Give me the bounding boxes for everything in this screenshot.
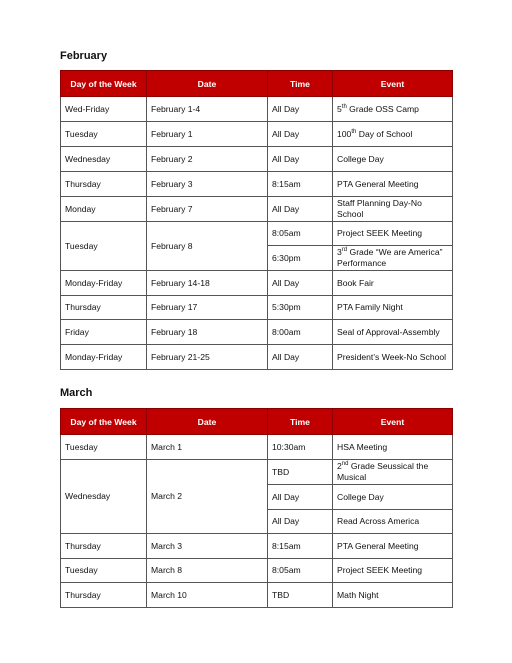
cell-event: PTA Family Night [333,296,453,320]
table-row [61,296,453,320]
cell-day: Thursday [61,583,147,608]
cell-date: February 8 [147,222,268,271]
cell-date: March 10 [147,583,268,608]
cell-time: All Day [268,122,333,147]
cell-day: Thursday [61,172,147,197]
cell-event: PTA General Meeting [333,534,453,559]
cell-time: 8:00am [268,320,333,345]
cell-event: Math Night [333,583,453,608]
cell-date: February 3 [147,172,268,197]
cell-day: Tuesday [61,222,147,271]
cell-event: Read Across America [333,510,453,534]
table-row [61,222,453,246]
cell-date: March 2 [147,460,268,534]
table-row [61,271,453,296]
cell-time: TBD [268,583,333,608]
cell-date: February 2 [147,147,268,172]
cell-time: All Day [268,485,333,510]
cell-date: February 21-25 [147,345,268,370]
cell-date: March 3 [147,534,268,559]
cell-date: February 17 [147,296,268,320]
cell-day: Wednesday [61,460,147,534]
cell-day: Wed-Friday [61,97,147,122]
cell-date: March 1 [147,435,268,460]
cell-day: Friday [61,320,147,345]
table-row [61,583,453,608]
header-date: Date [147,71,268,97]
table-row [61,559,453,583]
table-row [61,147,453,172]
cell-time: TBD [268,460,333,485]
cell-event: 3rd Grade “We are America” Performance [333,246,453,271]
cell-time: All Day [268,147,333,172]
table-row [61,435,453,460]
cell-time: 8:15am [268,534,333,559]
cell-time: All Day [268,271,333,296]
table-row [61,122,453,147]
cell-day: Monday [61,197,147,222]
month-title-february: February [60,50,108,62]
cell-time: All Day [268,97,333,122]
table-row [61,172,453,197]
cell-event: 2nd Grade Seussical the Musical [333,460,453,485]
cell-event: Project SEEK Meeting [333,222,453,246]
cell-day: Monday-Friday [61,271,147,296]
header-day: Day of the Week [61,71,147,97]
cell-time: 10:30am [268,435,333,460]
cell-time: 5:30pm [268,296,333,320]
header-event: Event [333,409,453,435]
month-title-march: March [60,387,93,399]
march-schedule-table [60,408,453,608]
february-schedule-table [60,70,453,370]
cell-time: 6:30pm [268,246,333,271]
cell-event: 5th Grade OSS Camp [333,97,453,122]
cell-time: 8:05am [268,559,333,583]
table-row [61,197,453,222]
header-date: Date [147,409,268,435]
cell-date: February 14-18 [147,271,268,296]
cell-event: Seal of Approval-Assembly [333,320,453,345]
cell-day: Tuesday [61,435,147,460]
cell-event: HSA Meeting [333,435,453,460]
cell-event: 100th Day of School [333,122,453,147]
cell-time: 8:05am [268,222,333,246]
cell-day: Thursday [61,296,147,320]
cell-date: February 18 [147,320,268,345]
cell-event: Project SEEK Meeting [333,559,453,583]
cell-day: Thursday [61,534,147,559]
cell-date: March 8 [147,559,268,583]
header-time: Time [268,71,333,97]
table-header-row [61,409,453,435]
header-time: Time [268,409,333,435]
cell-date: February 7 [147,197,268,222]
cell-day: Tuesday [61,122,147,147]
cell-day: Wednesday [61,147,147,172]
cell-time: 8:15am [268,172,333,197]
cell-time: All Day [268,510,333,534]
cell-time: All Day [268,197,333,222]
table-row [61,460,453,485]
cell-event: PTA General Meeting [333,172,453,197]
header-event: Event [333,71,453,97]
cell-event: Book Fair [333,271,453,296]
cell-event: Staff Planning Day-No School [333,197,453,222]
cell-event: President’s Week-No School [333,345,453,370]
cell-event: College Day [333,147,453,172]
table-row [61,534,453,559]
cell-day: Tuesday [61,559,147,583]
cell-event: College Day [333,485,453,510]
cell-date: February 1 [147,122,268,147]
header-day: Day of the Week [61,409,147,435]
cell-date: February 1-4 [147,97,268,122]
cell-day: Monday-Friday [61,345,147,370]
table-row [61,97,453,122]
table-row [61,345,453,370]
table-row [61,320,453,345]
cell-time: All Day [268,345,333,370]
table-header-row [61,71,453,97]
